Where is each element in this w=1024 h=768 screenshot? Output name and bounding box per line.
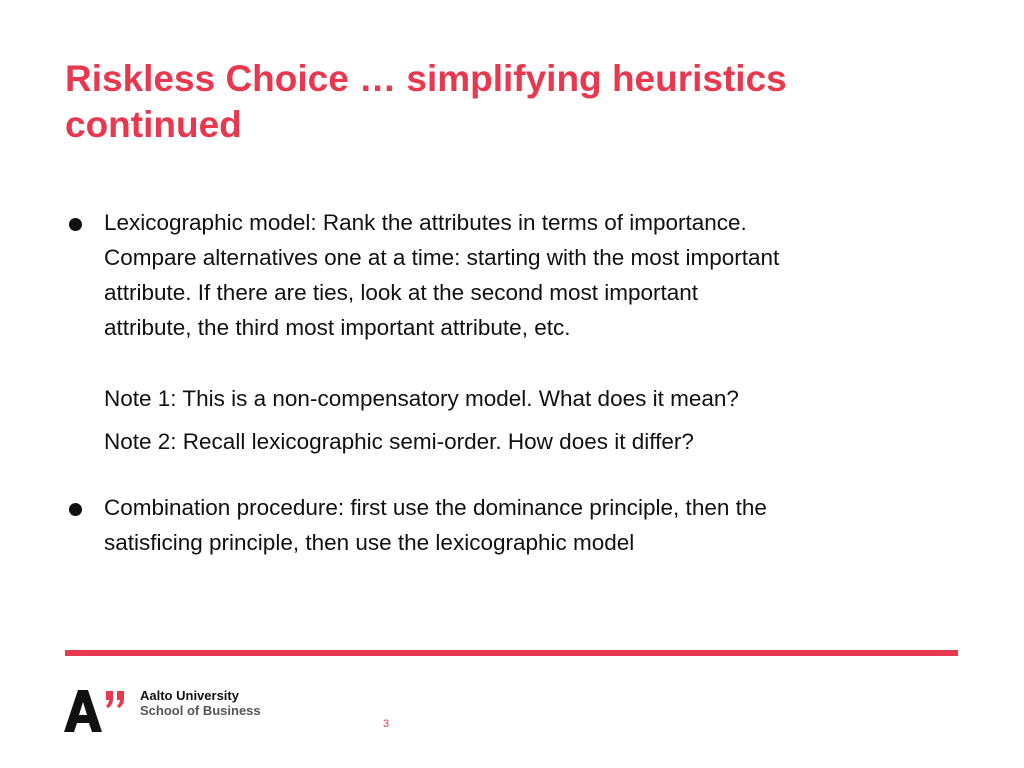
bullet-text-line: attribute. If there are ties, look at the second most important <box>104 280 699 305</box>
organization-label <box>140 688 261 718</box>
bullet-body <box>104 490 995 560</box>
bullet-text-line: Combination procedure: first use the dominance principle, then the <box>104 495 767 520</box>
aalto-a-logo-icon <box>64 688 134 734</box>
bullet-text-line: satisficing principle, then use the lexicographic model <box>104 530 635 555</box>
bullet-body <box>104 205 995 463</box>
bullet-text-line: Compare alternatives one at a time: starting with the most important <box>104 245 780 270</box>
bullet-combination-procedure <box>65 490 995 560</box>
note-2: Note 2: Recall lexicographic semi-order. How does it differ? <box>104 429 694 454</box>
slide-title-line-1: Riskless Choice … simplifying heuristics <box>65 58 787 99</box>
note-1: Note 1: This is a non-compensatory model. What does it mean? <box>104 386 739 411</box>
slide-title-line-2: continued <box>65 104 242 145</box>
note-spacer <box>104 345 995 377</box>
slide-title <box>65 56 985 148</box>
bullet-dot-icon <box>69 218 82 231</box>
bullet-text-line: attribute, the third most important attribute, etc. <box>104 315 571 340</box>
bullet-text-line: Lexicographic model: Rank the attributes in terms of importance. <box>104 210 747 235</box>
school-name: School of Business <box>140 703 261 718</box>
page-number: 3 <box>382 718 390 730</box>
university-name: Aalto University <box>140 688 239 703</box>
bullet-dot-icon <box>69 503 82 516</box>
bullet-lexicographic-model <box>65 205 995 463</box>
footer-divider <box>65 650 958 656</box>
